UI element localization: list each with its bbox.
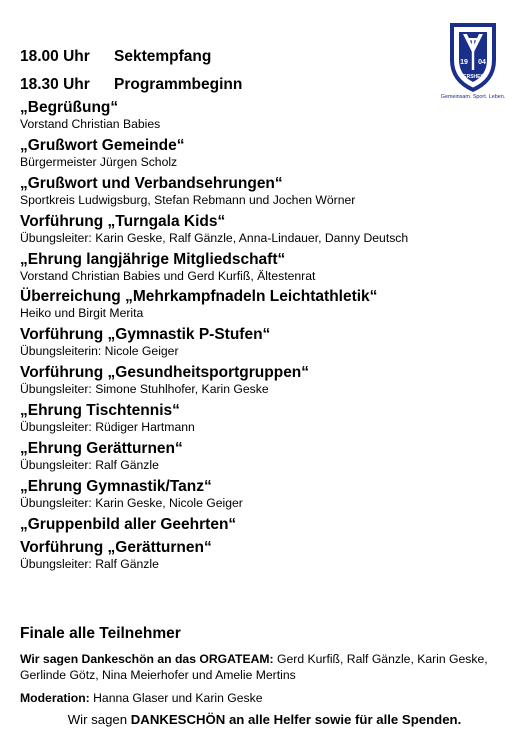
program-item-title: Vorführung „Gesundheitsportgruppen“ xyxy=(20,364,310,382)
program-item xyxy=(20,402,510,435)
program-item xyxy=(20,251,510,284)
header-time-2: 18.30 Uhr xyxy=(20,76,90,93)
program-item-title: „Ehrung langjährige Mitgliedschaft“ xyxy=(20,250,286,268)
program-item-subtitle: Heiko und Birgit Merita xyxy=(20,306,144,321)
program-item-title: Vorführung „Gerätturnen“ xyxy=(20,539,212,557)
program-item-title: Überreichung „Mehrkampfnadeln Leichtathletik“ xyxy=(20,288,378,306)
program-item-title: Vorführung „Turngala Kids“ xyxy=(20,212,226,230)
program-item-title: „Ehrung Gerätturnen“ xyxy=(20,440,183,458)
program-item-subtitle: Übungsleiter: Rüdiger Hartmann xyxy=(20,420,195,435)
footer-bold-text: DANKESCHÖN an alle Helfer sowie für alle Spenden. xyxy=(130,712,462,727)
program-list xyxy=(20,99,510,577)
program-item-title: „Begrüßung“ xyxy=(20,99,119,116)
program-item-title: „Grußwort Gemeinde“ xyxy=(20,136,185,154)
program-item-title: „Grußwort und Verbandsehrungen“ xyxy=(20,174,283,192)
orgateam-thanks-label: Wir sagen Dankeschön an das ORGATEAM: xyxy=(20,652,274,666)
program-item-title: „Ehrung Gymnastik/Tanz“ xyxy=(20,477,212,495)
program-item-subtitle: Vorstand Christian Babies xyxy=(20,117,161,131)
program-item-title: Vorführung „Gymnastik P-Stufen“ xyxy=(20,326,271,344)
header-time-1: 18.00 Uhr xyxy=(20,48,90,65)
program-item xyxy=(20,364,510,397)
program-item xyxy=(20,137,510,170)
program-item xyxy=(20,539,510,572)
footer-prefix: Wir sagen xyxy=(67,712,131,727)
logo-year-right: 04 xyxy=(478,59,486,66)
program-item-subtitle: Übungsleiter: Ralf Gänzle xyxy=(20,557,159,572)
program-item-subtitle: Übungsleiter: Simone Stuhlhofer, Karin Geske xyxy=(20,382,269,397)
program-item-subtitle: Übungsleiter: Karin Geske, Nicole Geiger xyxy=(20,495,243,510)
logo-year-left: 19 xyxy=(460,59,468,66)
program-item-subtitle: Bürgermeister Jürgen Scholz xyxy=(20,154,178,169)
club-crest-icon xyxy=(433,20,513,100)
moderation-line xyxy=(20,690,262,706)
finale-line: Finale alle Teilnehmer xyxy=(20,625,181,642)
orgateam-thanks-names: Gerd Kurfiß, Ralf Gänzle, Karin Geske, Gerlinde Götz, Nina Meierhofer und Amelie Mertins xyxy=(20,652,488,682)
header-line-reception xyxy=(20,48,211,66)
header-text-1: Sektempfang xyxy=(114,48,212,65)
program-item xyxy=(20,516,510,534)
program-item-subtitle: Vorstand Christian Babies und Gerd Kurfiß, Ältestenrat xyxy=(20,268,316,283)
club-logo xyxy=(433,20,513,100)
header-text-2: Programmbeginn xyxy=(114,76,243,93)
orgateam-thanks xyxy=(20,651,498,683)
program-item-subtitle: Sportkreis Ludwigsburg, Stefan Rebmann und Jochen Wörner xyxy=(20,192,356,207)
program-item-subtitle: Übungsleiterin: Nicole Geiger xyxy=(20,344,179,359)
program-item xyxy=(20,440,510,473)
program-item-subtitle: Übungsleiter: Karin Geske, Ralf Gänzle, Anna-Lindauer, Danny Deutsch xyxy=(20,230,409,245)
footer-thanks xyxy=(0,711,529,729)
header-line-program-start xyxy=(20,76,242,94)
logo-club-name: SERSHEIM xyxy=(459,74,487,80)
program-item xyxy=(20,213,510,246)
logo-slogan: Gemeinsam. Sport. Leben. xyxy=(440,94,506,100)
program-item-title: „Ehrung Tischtennis“ xyxy=(20,402,180,420)
program-item xyxy=(20,478,510,511)
program-item-subtitle: Übungsleiter: Ralf Gänzle xyxy=(20,458,159,473)
program-item xyxy=(20,288,510,321)
program-item xyxy=(20,175,510,208)
program-item-title: „Gruppenbild aller Geehrten“ xyxy=(20,515,237,533)
moderation-names: Hanna Glaser und Karin Geske xyxy=(89,691,263,705)
program-item xyxy=(20,326,510,359)
moderation-label: Moderation: xyxy=(20,691,90,705)
program-item xyxy=(20,99,510,132)
